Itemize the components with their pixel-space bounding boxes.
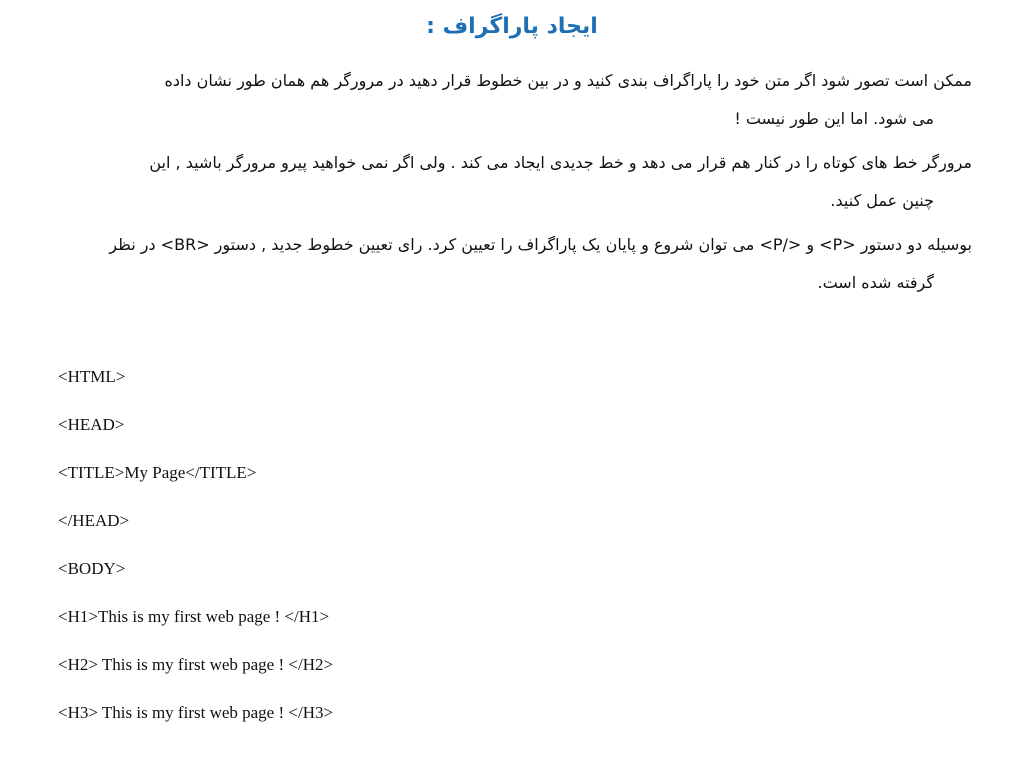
paragraph-1-line-2: می شود. اما این طور نیست !: [734, 109, 934, 128]
code-line-head-open: <HEAD>: [58, 415, 125, 434]
code-line-h2: <H2> This is my first web page ! </H2>: [58, 655, 334, 674]
paragraph-3-line-2: گرفته شده است.: [817, 273, 934, 292]
code-line-html-open: <HTML>: [58, 367, 126, 386]
paragraph-3-line-1: بوسیله دو دستور <P> و </P> می توان شروع و پایان یک پاراگراف را تعیین کرد. رای تعیین خطوط جدید , دستور <BR> در نظر: [109, 235, 972, 254]
code-line-h1: <H1>This is my first web page ! </H1>: [58, 607, 330, 626]
paragraph-1: [47, 62, 972, 138]
paragraph-2-line-1: مرورگر خط های کوتاه را در کنار هم قرار می دهد و خط جدیدی ایجاد می کند . ولی اگر نمی خواهید پیرو مرورگر باشید , این: [149, 153, 972, 172]
paragraph-1-line-1: ممکن است تصور شود اگر متن خود را پاراگراف بندی کنید و در بین خطوط قرار دهید در مرورگر هم همان طور نشان داده: [164, 71, 972, 90]
paragraph-2: [47, 144, 972, 220]
paragraph-3: [47, 226, 972, 302]
html-code-example: [58, 360, 333, 744]
code-line-h3: <H3> This is my first web page ! </H3>: [58, 703, 334, 722]
page-title: ایجاد پاراگراف :: [426, 14, 598, 39]
code-line-title: <TITLE>My Page</TITLE>: [58, 463, 257, 482]
code-line-body-open: <BODY>: [58, 559, 126, 578]
code-line-head-close: </HEAD>: [58, 511, 130, 530]
paragraph-2-line-2: چنین عمل کنید.: [830, 191, 934, 210]
